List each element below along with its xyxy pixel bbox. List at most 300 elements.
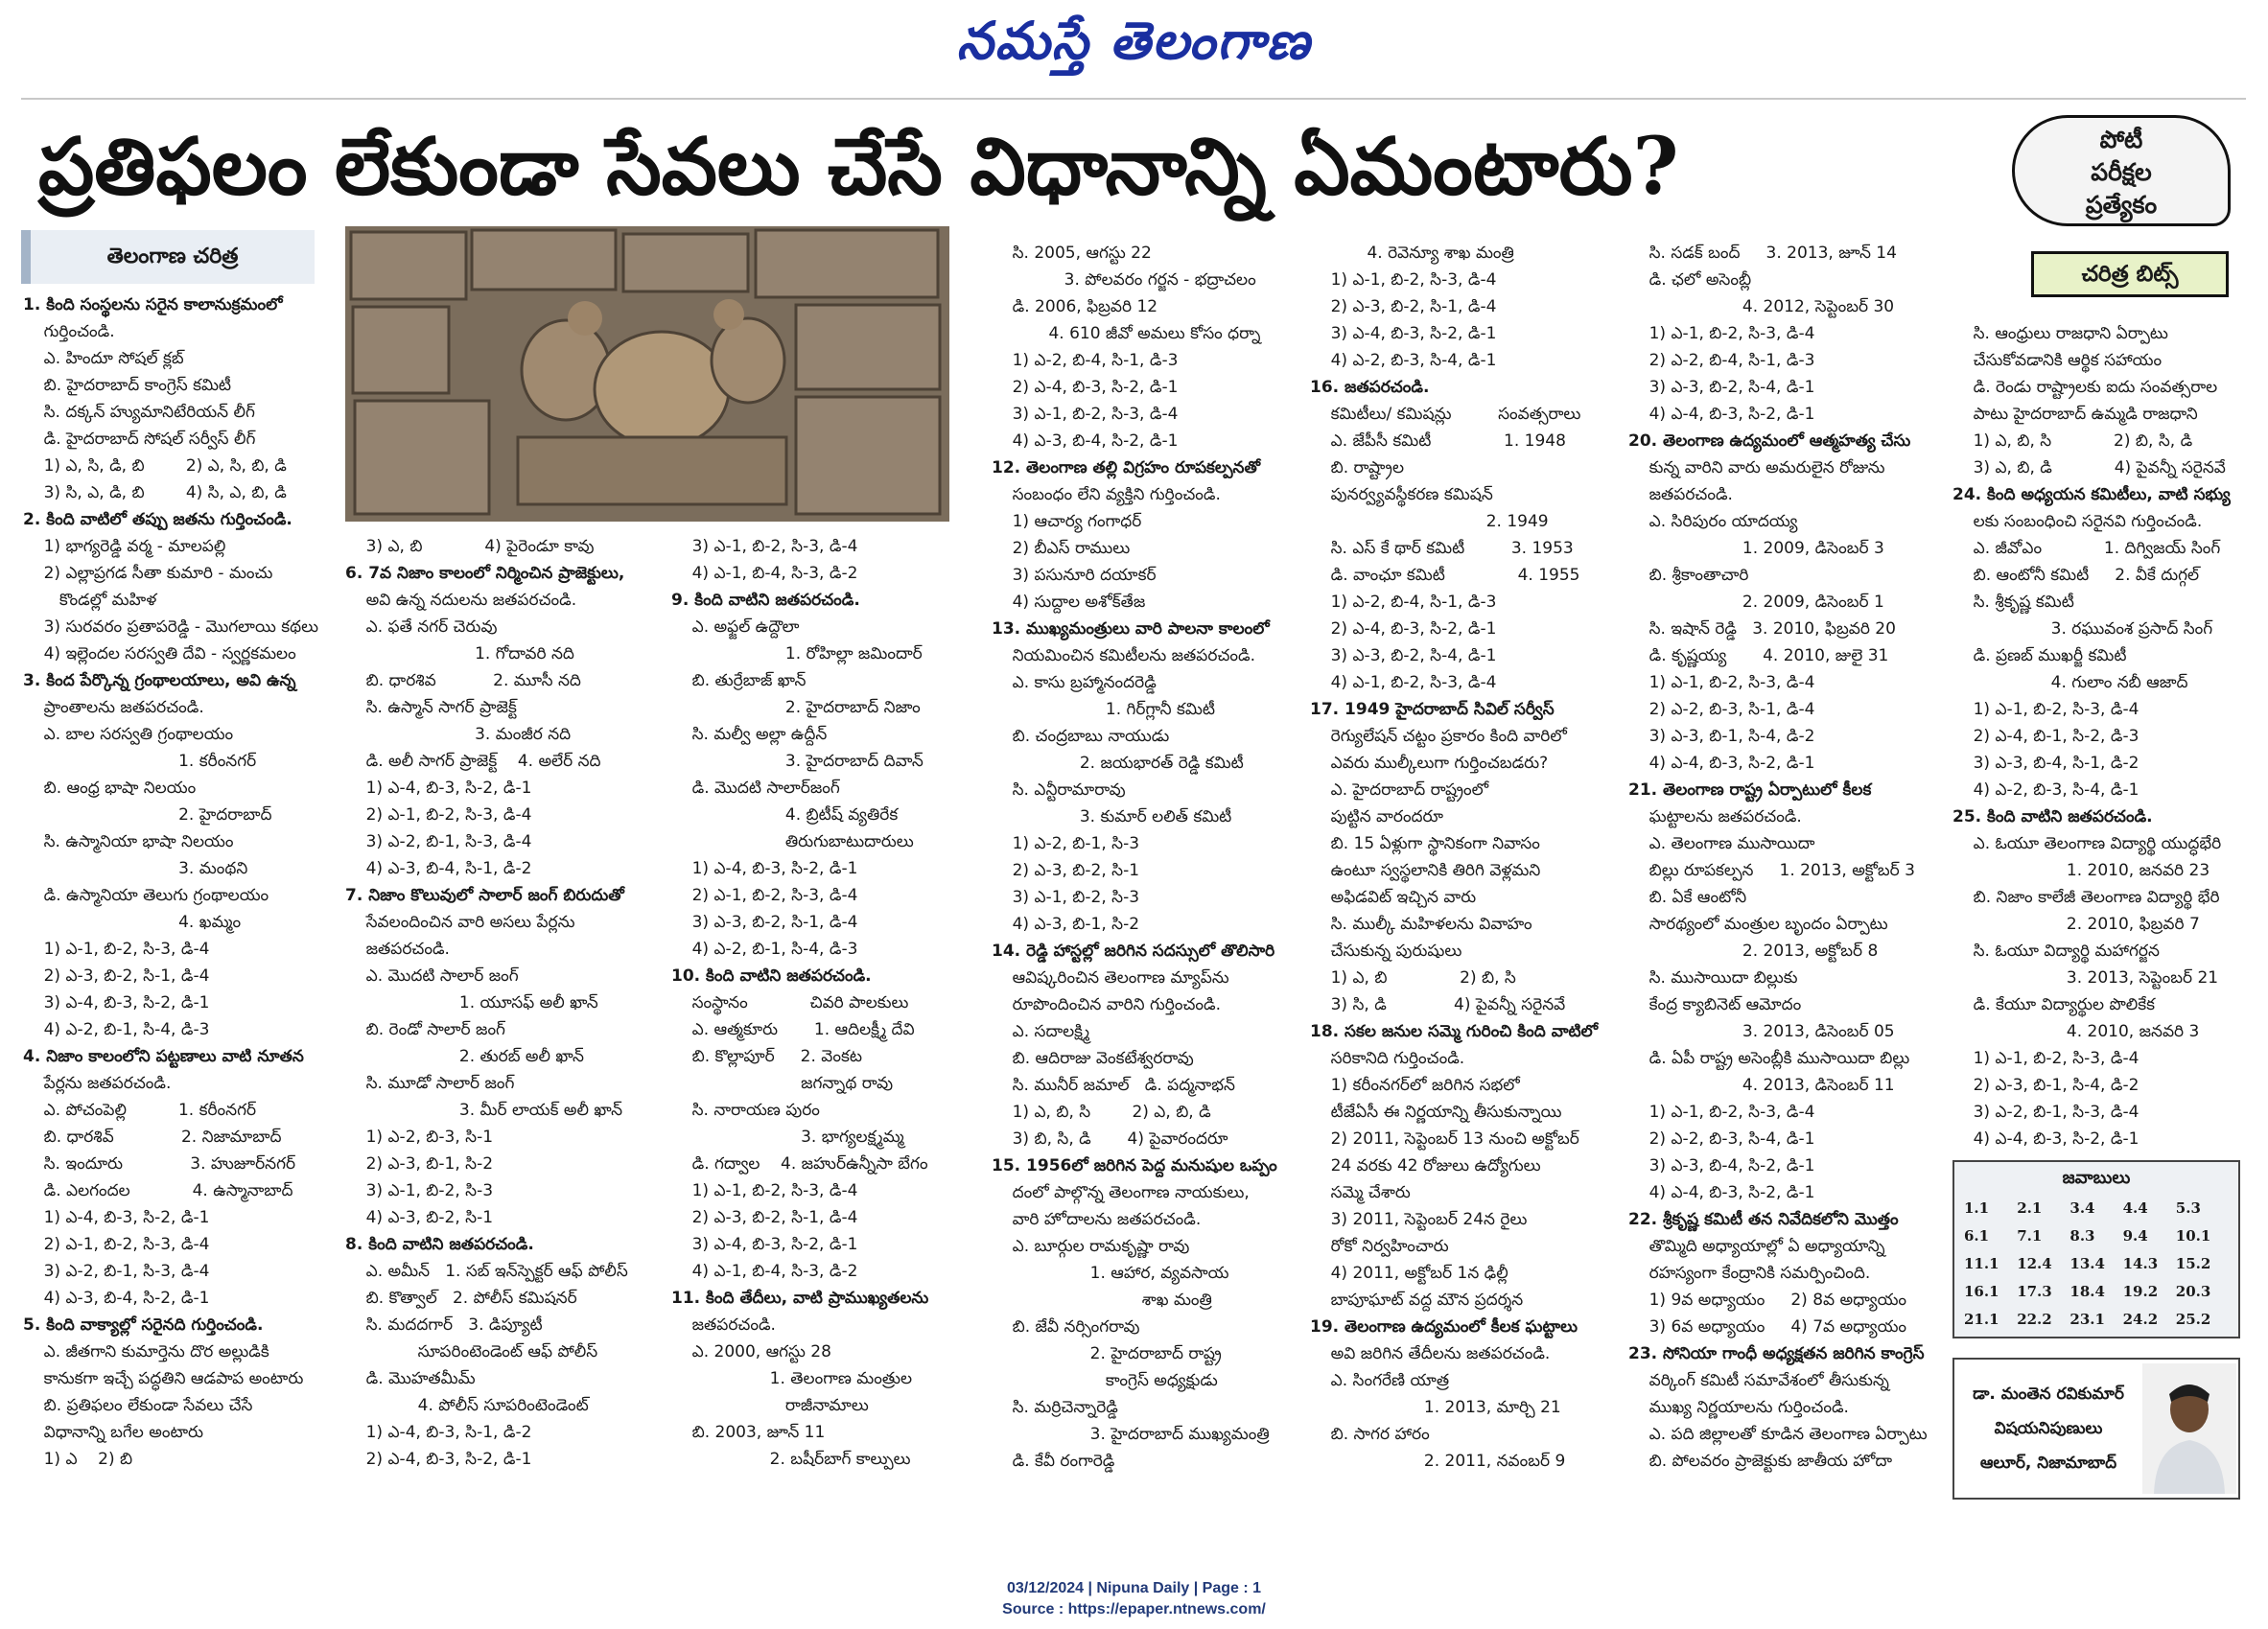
- column-text-line: 4) ఎ-2, బి-1, సి-4, డి-3: [23, 1020, 210, 1039]
- column-text-line: 1) ఎ-1, బి-2, సి-3, డి-4: [1628, 1103, 1815, 1122]
- column-text-line: డి. అలీ సాగర్ ప్రాజెక్ట్ 4. అలేర్ నది: [345, 752, 601, 771]
- answer-key-item: 7.1: [2017, 1227, 2043, 1245]
- answer-key-item: 16.1: [1964, 1283, 1999, 1300]
- column-text-line: 1. 2009, డిసెంబర్ 3: [1628, 539, 1884, 558]
- author-title: విషయనిపుణులు: [1994, 1419, 2103, 1438]
- column-text-line: 3. 2013, సెప్టెంబర్ 21: [1952, 968, 2219, 988]
- column-text-line: సంబంధం లేని వ్యక్తిని గుర్తించండి.: [992, 485, 1221, 504]
- column-text-line: 4) ఎ-4, బి-3, సి-2, డి-1: [1952, 1129, 2139, 1149]
- column-text-line: 24. కింది అధ్యయన కమిటీలు, వాటి సభ్యు: [1952, 485, 2231, 504]
- answer-key-item: 19.2: [2122, 1283, 2159, 1300]
- column-text-line: 4) ఎ-4, బి-3, సి-2, డి-1: [1628, 405, 1815, 424]
- column-text-line: ఎ. జీతగాని కుమార్తెను దొర అల్లుడికి: [23, 1342, 269, 1361]
- column-text-line: 3. కుమార్ లలిత్ కమిటీ: [992, 807, 1232, 826]
- competitive-exams-badge: [2012, 115, 2231, 226]
- column-text-line: కమిటీలు/ కమిషన్లు సంవత్సరాలు: [1310, 405, 1581, 424]
- column-text-line: తిరుగుబాటుదారులు: [671, 832, 914, 851]
- column-text-line: 4. ఖమ్మం: [23, 913, 242, 932]
- column-text-line: ఎ. సదాలక్ష్మి: [992, 1022, 1090, 1041]
- column-text-line: సి. ముల్కీ మహిళలను వివాహం: [1310, 915, 1532, 934]
- column-text-line: 3) ఎ-3, బి-4, సి-2, డి-1: [1628, 1156, 1815, 1175]
- column-text-line: 3) ఎ-4, బి-3, సి-2, డి-1: [23, 993, 210, 1012]
- column-text-line: సి. మూడో సాలార్ జంగ్: [345, 1074, 515, 1093]
- column-text-line: సి. ఓయూ విద్యార్థి మహాగర్జన: [1952, 942, 2160, 961]
- column-text-line: 1) ఎ-2, బి-1, సి-3: [992, 834, 1140, 853]
- column-text-line: 2. హైదరాబాద్: [23, 805, 272, 825]
- column-text-line: సి. ముసాయిదా బిల్లుకు: [1628, 968, 1798, 988]
- column-text-line: 3. మంజీర నది: [345, 725, 572, 744]
- column-text-line: 3) సి, ఎ, డి, బి 4) సి, ఎ, బి, డి: [23, 483, 287, 502]
- column-text-line: 2. 1949: [1310, 512, 1549, 531]
- column-text-line: 3) ఎ-3, బి-1, సి-4, డి-2: [1628, 727, 1815, 746]
- answer-key-item: 10.1: [2175, 1227, 2211, 1245]
- column-text-line: 1. తెలంగాణ మంత్రుల: [671, 1369, 913, 1388]
- column-text-line: 3) ఎ-3, బి-2, సి-4, డి-1: [1628, 378, 1815, 397]
- answer-key-item: 25.2: [2175, 1311, 2211, 1328]
- column-text-line: ఘట్టాలను జతపరచండి.: [1628, 807, 1802, 826]
- column-text-line: 1) ఎ-4, బి-3, సి-2, డి-1: [23, 1208, 210, 1227]
- column-text-line: ఎ. కాసు బ్రహ్మానందరెడ్డి: [992, 673, 1157, 692]
- column-text-line: సూపరింటెండెంట్ ఆఫ్ పోలీస్: [345, 1342, 598, 1361]
- temple-sculpture-photo: [345, 226, 949, 522]
- column-text-line: బి. ఆంటోనీ కమిటీ 2. వీకే దుగ్గల్: [1952, 566, 2200, 585]
- column-text-line: 2. బషీర్‌బాగ్ కాల్పులు: [671, 1450, 911, 1469]
- text-column-6: [1628, 240, 1945, 1475]
- column-text-line: 1) ఎ-1, బి-2, సి-3, డి-4: [1628, 324, 1815, 343]
- column-text-line: డి. మొహతమీమ్: [345, 1369, 476, 1388]
- author-box: [1952, 1358, 2240, 1500]
- answer-key-item: 2.1: [2017, 1199, 2043, 1217]
- footer-source-line: Source : https://epaper.ntnews.com/: [1002, 1601, 1266, 1617]
- column-text-line: 1. యూసఫ్ అలీ ఖాన్: [345, 993, 598, 1012]
- column-text-line: 1) ఎ, బి, సి 2) ఎ, బి, డి: [992, 1103, 1211, 1122]
- column-text-line: 3. హైదరాబాద్ దివాన్: [671, 752, 924, 771]
- column-text-line: 1) ఎ 2) బి: [23, 1450, 133, 1469]
- answer-key-item: 1.1: [1964, 1199, 1990, 1217]
- footer-date-line: 03/12/2024 | Nipuna Daily | Page : 1: [1006, 1580, 1262, 1596]
- column-text-line: 23. సోనియా గాంధీ అధ్యక్షతన జరిగిన కాంగ్రెస్: [1628, 1344, 1925, 1363]
- column-text-line: రహస్యంగా కేంద్రానికి సమర్పించింది.: [1628, 1264, 1871, 1283]
- column-text-line: పాటు హైదరాబాద్ ఉమ్మడి రాజధాని: [1952, 405, 2198, 424]
- column-text-line: 1) 9వ అధ్యాయం 2) 8వ అధ్యాయం: [1628, 1291, 1907, 1310]
- column-text-line: 1) ఎ-1, బి-2, సి-3, డి-4: [671, 1181, 858, 1200]
- column-text-line: బి. ధారశివ 2. మూసీ నది: [345, 671, 581, 690]
- column-text-line: 4) ఇల్లెందల సరస్వతి దేవి - స్వర్ణకమలం: [23, 644, 296, 663]
- column-text-line: 3. భాగ్యలక్ష్మమ్మ: [671, 1128, 904, 1147]
- column-text-line: 2) ఎ-3, బి-1, సి-2: [345, 1154, 494, 1174]
- column-text-line: రూపొందించిన వారిని గుర్తించండి.: [992, 995, 1222, 1014]
- column-text-line: కున్న వారిని వారు అమరులైన రోజును: [1628, 458, 1885, 477]
- column-text-line: సి. ఎస్ కే థార్ కమిటీ 3. 1953: [1310, 539, 1574, 558]
- column-text-line: 1. రోహిల్లా జమిందార్: [671, 644, 923, 663]
- column-text-line: బి. కొత్వాల్ 2. పోలీస్ కమిషనర్: [345, 1289, 577, 1308]
- column-text-line: సి. సడక్ బంద్ 3. 2013, జూన్ 14: [1628, 244, 1897, 263]
- column-text-line: బి. పోలవరం ప్రాజెక్టుకు జాతీయ హోదా: [1628, 1452, 1893, 1471]
- column-text-line: దంలో పాల్గొన్న తెలంగాణ నాయకులు,: [992, 1183, 1250, 1202]
- column-text-line: సి. ఆంధ్రులు రాజధాని ఏర్పాటు: [1952, 324, 2168, 343]
- column-text-line: 3. రఘువంశ ప్రసాద్ సింగ్: [1952, 619, 2213, 639]
- column-text-line: పేర్లను జతపరచండి.: [23, 1074, 172, 1093]
- column-text-line: 2. 2009, డిసెంబర్ 1: [1628, 593, 1884, 612]
- column-text-line: బి. 2003, జూన్ 11: [671, 1423, 826, 1442]
- column-text-line: 1) ఎ-4, బి-3, సి-2, డి-1: [345, 779, 532, 798]
- column-text-line: బి. సాగర హారం: [1310, 1425, 1430, 1444]
- column-text-line: 3) ఎ-1, బి-2, సి-3, డి-4: [992, 405, 1179, 424]
- column-text-line: సి. ఇందూరు 3. హుజూర్‌నగర్: [23, 1154, 296, 1174]
- column-text-line: కానుకగా ఇచ్చే పద్ధతిని ఆడపాప అంటారు: [23, 1369, 304, 1388]
- column-text-line: కేంద్ర క్యాబినెట్ ఆమోదం: [1628, 995, 1802, 1014]
- column-text-line: 4) ఎ-2, బి-3, సి-4, డి-1: [1310, 351, 1497, 370]
- column-text-line: 4) ఎ-1, బి-4, సి-3, డి-2: [671, 564, 858, 583]
- column-text-line: 3) ఎ-3, బి-2, సి-1, డి-4: [671, 913, 858, 932]
- column-text-line: 3) ఎ-1, బి-2, సి-3: [345, 1181, 494, 1200]
- column-text-line: 3) ఎ-4, బి-3, సి-2, డి-1: [1310, 324, 1497, 343]
- column-text-line: 2) ఎ-1, బి-2, సి-3, డి-4: [671, 886, 858, 905]
- column-text-line: సరికానిది గుర్తించండి.: [1310, 1049, 1465, 1068]
- column-text-line: 4) ఎ-2, బి-3, సి-4, డి-1: [1952, 780, 2139, 800]
- column-text-line: సి. ఉస్మానియా భాషా నిలయం: [23, 832, 234, 851]
- column-text-line: 4) ఎ-3, బి-2, సి-1: [345, 1208, 494, 1227]
- column-text-line: 3) ఎ-2, బి-1, సి-3, డి-4: [345, 832, 532, 851]
- column-text-line: 2. తురబ్ అలీ ఖాన్: [345, 1047, 584, 1066]
- column-text-line: సి. దక్కన్ హ్యుమానిటేరియన్ లీగ్: [23, 403, 255, 422]
- column-text-line: ఉంటూ స్వస్థలానికి తిరిగి వెళ్లమని: [1310, 861, 1541, 880]
- column-text-line: బి. శ్రీకాంతాచారి: [1628, 566, 1749, 585]
- author-name: డా. మంతెన రవికుమార్: [1973, 1385, 2124, 1404]
- column-text-line: 14. రెడ్డి హాస్టల్లో జరిగిన సదస్సులో తొలిసారి: [992, 942, 1275, 961]
- column-text-line: 2) ఎ-3, బి-2, సి-1, డి-4: [1310, 297, 1497, 316]
- column-text-line: బి. చంద్రబాబు నాయుడు: [992, 727, 1170, 746]
- column-text-line: 4. 610 జీవో అమలు కోసం ధర్నా: [992, 324, 1261, 343]
- column-text-line: 15. 1956లో జరిగిన పెద్ద మనుషుల ఒప్పం: [992, 1156, 1277, 1175]
- column-text-line: సమ్మె చేశారు: [1310, 1183, 1411, 1202]
- masthead-divider: [21, 98, 2246, 100]
- column-text-line: 25. కింది వాటిని జతపరచండి.: [1952, 807, 2153, 826]
- column-text-line: 8. కింది వాటిని జతపరచండి.: [345, 1235, 534, 1254]
- column-text-line: సి. మర్రిచెన్నారెడ్డి: [992, 1398, 1118, 1417]
- column-text-line: ఆవిష్కరించిన తెలంగాణ మ్యాప్‌ను: [992, 968, 1229, 988]
- column-text-line: 4. గులాం నబీ ఆజాద్: [1952, 673, 2188, 692]
- column-text-line: 4) ఎ-4, బి-3, సి-2, డి-1: [1628, 754, 1815, 773]
- column-text-line: 1. గోదావరి నది: [345, 644, 574, 663]
- column-text-line: ఎ. మొదటి సాలార్ జంగ్: [345, 966, 519, 986]
- column-text-line: సి. ఉస్మాన్ సాగర్ ప్రాజెక్ట్: [345, 698, 517, 717]
- column-text-line: 3) సి, డి 4) పైవన్నీ సరైనవే: [1310, 995, 1566, 1014]
- column-text-line: 3. మీర్ లాయక్ అలీ ఖాన్: [345, 1101, 623, 1120]
- text-column-2: [345, 533, 662, 1473]
- column-text-line: 2) ఎ-4, బి-3, సి-2, డి-1: [1310, 619, 1497, 639]
- answer-key-item: 20.3: [2175, 1283, 2211, 1300]
- column-text-line: డి. 2006, ఫిబ్రవరి 12: [992, 297, 1158, 316]
- column-text-line: 3) ఎ-2, బి-1, సి-3, డి-4: [1952, 1103, 2139, 1122]
- column-text-line: 4. 2010, జనవరి 3: [1952, 1022, 2200, 1041]
- column-text-line: 1) ఎ, సి, డి, బి 2) ఎ, సి, బి, డి: [23, 456, 287, 476]
- column-text-line: 3) సురవరం ప్రతాపరెడ్డి - మొగలాయి కథలు: [23, 617, 319, 637]
- column-text-line: సారథ్యంలో మంత్రుల బృందం ఏర్పాటు: [1628, 915, 1888, 934]
- badge-line: పోటీ: [2099, 126, 2143, 153]
- text-column-7: [1952, 320, 2250, 1152]
- column-text-line: అవి ఉన్న నదులను జతపరచండి.: [345, 591, 577, 610]
- column-text-line: బి. ఏకే ఆంటోనీ: [1628, 888, 1747, 907]
- column-text-line: ఎ. హిందూ సోషల్ క్లబ్: [23, 349, 184, 368]
- column-text-line: 4) ఎ-3, బి-4, సి-2, డి-1: [23, 1289, 210, 1308]
- column-text-line: జతపరచండి.: [1628, 485, 1733, 504]
- column-text-line: బి. ఆంధ్ర భాషా నిలయం: [23, 779, 197, 798]
- column-text-line: 2) ఎ-3, బి-2, సి-1: [992, 861, 1140, 880]
- column-text-line: డి. ఎలగందల 4. ఉస్మానాబాద్: [23, 1181, 293, 1200]
- author-photo: [2142, 1363, 2236, 1494]
- column-text-line: జతపరచండి.: [345, 940, 450, 959]
- column-text-line: సి. 2005, ఆగస్టు 22: [992, 244, 1152, 263]
- column-text-line: బి. హైదరాబాద్ కాంగ్రెస్ కమిటీ: [23, 376, 232, 395]
- column-text-line: చేసుకున్న పురుషులు: [1310, 942, 1462, 961]
- column-text-line: 6. 7వ నిజాం కాలంలో నిర్మించిన ప్రాజెక్టులు,: [345, 564, 625, 583]
- column-text-line: శాఖ మంత్రి: [992, 1291, 1212, 1310]
- column-text-line: డి. వాంఛూ కమిటీ 4. 1955: [1310, 566, 1580, 585]
- column-text-line: 21. తెలంగాణ రాష్ట్ర ఏర్పాటులో కీలక: [1628, 780, 1872, 800]
- column-text-line: ఎ. 2000, ఆగస్టు 28: [671, 1342, 831, 1361]
- column-text-line: 2) ఎ-1, బి-2, సి-3, డి-4: [345, 805, 532, 825]
- answer-key-item: 15.2: [2175, 1255, 2211, 1272]
- column-text-line: 3. 2013, డిసెంబర్ 05: [1628, 1022, 1895, 1041]
- column-text-line: 4. 2012, సెప్టెంబర్ 30: [1628, 297, 1895, 316]
- column-text-line: 13. ముఖ్యమంత్రులు వారి పాలనా కాలంలో: [992, 619, 1270, 639]
- answer-key-item: 21.1: [1964, 1311, 1999, 1328]
- column-text-line: బి. నిజాం కాలేజీ తెలంగాణ విద్యార్థి భేరి: [1952, 888, 2220, 907]
- column-text-line: 2. 2011, నవంబర్ 9: [1310, 1452, 1566, 1471]
- column-text-line: ప్రాంతాలను జతపరచండి.: [23, 698, 204, 717]
- text-column-4: [992, 240, 1308, 1475]
- column-text-line: సి. శ్రీకృష్ణ కమిటీ: [1952, 593, 2074, 612]
- answer-key-item: 6.1: [1964, 1227, 1990, 1245]
- column-text-line: జగన్నాథ రావు: [671, 1074, 894, 1093]
- column-text-line: 2) ఎ-4, బి-3, సి-2, డి-1: [345, 1450, 532, 1469]
- column-text-line: ఎ. జీవోఎం 1. దిగ్విజయ్ సింగ్: [1952, 539, 2221, 558]
- column-text-line: 7. నిజాం కొలువులో సాలార్ జంగ్ బిరుదుతో: [345, 886, 624, 905]
- answer-key-item: 24.2: [2122, 1311, 2159, 1328]
- column-text-line: 3) ఎ-3, బి-4, సి-1, డి-2: [1952, 754, 2139, 773]
- column-text-line: డి. కేయూ విద్యార్థుల పొలికేక: [1952, 995, 2155, 1014]
- answer-key-grid: [1954, 1195, 2238, 1334]
- author-details: [1962, 1377, 2135, 1480]
- column-text-line: 1. కరీంనగర్: [23, 752, 257, 771]
- column-text-line: డి. ప్రణబ్ ముఖర్జీ కమిటీ: [1952, 646, 2127, 665]
- column-text-line: నియమించిన కమిటీలను జతపరచండి.: [992, 646, 1255, 665]
- column-text-line: 4) సుద్దాల అశోక్‌తేజ: [992, 593, 1146, 612]
- column-text-line: ఎ. బాల సరస్వతి గ్రంథాలయం: [23, 725, 234, 744]
- column-text-line: రోకో నిర్వహించారు: [1310, 1237, 1449, 1256]
- answer-key-item: 4.4: [2122, 1199, 2148, 1217]
- column-text-line: పునర్వ్యవస్థీకరణ కమిషన్: [1310, 485, 1493, 504]
- text-column-1: [23, 291, 326, 1473]
- column-text-line: డి. ఉస్మానియా తెలుగు గ్రంథాలయం: [23, 886, 269, 905]
- column-text-line: బి. ఆదిరాజు వెంకటేశ్వరరావు: [992, 1049, 1194, 1068]
- answer-key-item: 3.4: [2069, 1199, 2095, 1217]
- answer-key-item: 5.3: [2175, 1199, 2201, 1217]
- column-text-line: 12. తెలంగాణ తల్లి విగ్రహం రూపకల్పనతో: [992, 458, 1261, 477]
- column-text-line: డి. కృష్ణయ్య 4. 2010, జులై 31: [1628, 646, 1889, 665]
- column-text-line: 22. శ్రీకృష్ణ కమిటీ తన నివేదికలోని మొత్తం: [1628, 1210, 1899, 1229]
- column-text-line: ఎ. జేపీసీ కమిటీ 1. 1948: [1310, 431, 1566, 451]
- column-text-line: 10. కింది వాటిని జతపరచండి.: [671, 966, 872, 986]
- column-text-line: 4) ఎ-4, బి-3, సి-2, డి-1: [1628, 1183, 1815, 1202]
- column-text-line: 11. కింది తేదీలు, వాటి ప్రాముఖ్యతలను: [671, 1289, 929, 1308]
- column-text-line: డి. ఛలో అసెంబ్లీ: [1628, 270, 1752, 290]
- column-text-line: 2) 2011, సెప్టెంబర్ 13 నుంచి అక్టోబర్: [1310, 1129, 1579, 1149]
- column-text-line: 17. 1949 హైదరాబాద్ సివిల్ సర్వీస్: [1310, 700, 1555, 719]
- column-text-line: ఎ. అఫ్జల్ ఉద్దౌలా: [671, 617, 800, 637]
- column-text-line: 2) ఎ-3, బి-2, సి-1, డి-4: [671, 1208, 858, 1227]
- column-text-line: 2. 2010, ఫిబ్రవరి 7: [1952, 915, 2200, 934]
- column-text-line: లకు సంబంధించి సరైనవి గుర్తించండి.: [1952, 512, 2203, 531]
- column-text-line: 3) ఎ-2, బి-1, సి-3, డి-4: [23, 1262, 210, 1281]
- column-text-line: గుర్తించండి.: [23, 322, 115, 341]
- column-text-line: 1. 2013, మార్చి 21: [1310, 1398, 1561, 1417]
- column-text-line: 1) భాగ్యరెడ్డి వర్మ - మాలపల్లి: [23, 537, 226, 556]
- column-text-line: టీజేఏసీ ఈ నిర్ణయాన్ని తీసుకున్నాయి: [1310, 1103, 1562, 1122]
- column-text-line: పుట్టిన వారందరూ: [1310, 807, 1443, 826]
- column-text-line: 19. తెలంగాణ ఉద్యమంలో కీలక ఘట్టాలు: [1310, 1317, 1578, 1337]
- column-text-line: సి. మదదగార్ 3. డిప్యూటీ: [345, 1315, 543, 1335]
- column-text-line: 18. సకల జనుల సమ్మె గురించి కింది వాటిలో: [1310, 1022, 1599, 1041]
- column-text-line: 1) ఎ-1, బి-2, సి-3, డి-4: [1952, 700, 2139, 719]
- column-text-line: బి. 15 ఏళ్లుగా స్థానికంగా నివాసం: [1310, 834, 1540, 853]
- column-text-line: 3. మంథని: [23, 859, 248, 878]
- column-text-line: 1) ఎ-4, బి-3, సి-2, డి-1: [671, 859, 858, 878]
- page-headline: ప్రతిఫలం లేకుండా సేవలు చేసే విధానాన్ని ఏమంటారు?: [38, 121, 1679, 213]
- column-text-line: 1. గిర్‌గ్లానీ కమిటీ: [992, 700, 1215, 719]
- answer-key-item: 22.2: [2017, 1311, 2052, 1328]
- column-text-line: బి. జేవీ నర్సింగరావు: [992, 1317, 1140, 1337]
- text-column-5: [1310, 240, 1626, 1475]
- column-text-line: ఎ. ఆత్మకూరు 1. ఆదిలక్ష్మీ దేవి: [671, 1020, 915, 1039]
- column-text-line: 4) ఎ-3, బి-4, సి-1, డి-2: [345, 859, 532, 878]
- column-text-line: 2) ఎ-2, బి-3, సి-1, డి-4: [1628, 700, 1815, 719]
- column-text-line: ఎ. పది జిల్లాలతో కూడిన తెలంగాణ ఏర్పాటు: [1628, 1425, 1928, 1444]
- column-text-line: ఎ. బూర్గుల రామకృష్ణా రావు: [992, 1237, 1190, 1256]
- column-text-line: 2. హైదరాబాద్ రాష్ట్ర: [992, 1344, 1222, 1363]
- column-text-line: డి. మొదటి సాలార్‌జంగ్: [671, 779, 840, 798]
- column-text-line: వారి హోదాలను జతపరచండి.: [992, 1210, 1202, 1229]
- column-text-line: 1) ఎ-4, బి-3, సి-1, డి-2: [345, 1423, 532, 1442]
- column-text-line: 24 వరకు 42 రోజులు ఉద్యోగులు: [1310, 1156, 1541, 1175]
- column-text-line: 3) ఎ-1, బి-2, సి-3: [992, 888, 1140, 907]
- column-text-line: 2. జయభారత్ రెడ్డి కమిటీ: [992, 754, 1244, 773]
- column-text-line: 4) ఎ-3, బి-1, సి-2: [992, 915, 1140, 934]
- column-text-line: 1. ఆహార, వ్యవసాయ: [992, 1264, 1229, 1283]
- column-text-line: అఫిడవిట్ ఇచ్చిన వారు: [1310, 888, 1477, 907]
- column-text-line: ఎవరు ముల్కీలుగా గుర్తించబడరు?: [1310, 754, 1549, 773]
- column-text-line: 1) ఎ-1, బి-2, సి-3, డి-4: [1952, 1049, 2139, 1068]
- column-text-line: 3) ఎ-3, బి-2, సి-4, డి-1: [1310, 646, 1497, 665]
- column-text-line: 4) ఎ-3, బి-4, సి-2, డి-1: [992, 431, 1179, 451]
- column-text-line: ఎ. సిరిపురం యాదయ్య: [1628, 512, 1798, 531]
- column-text-line: ఎ. ఫతే నగర్ చెరువు: [345, 617, 498, 637]
- column-text-line: 1) ఎ, బి, సి 2) బి, సి, డి: [1952, 431, 2193, 451]
- column-text-line: 1) ఎ-1, బి-2, సి-3, డి-4: [1628, 673, 1815, 692]
- column-text-line: రెగ్యులేషన్ చట్టం ప్రకారం కింది వారిలో: [1310, 727, 1567, 746]
- masthead-logo: నమస్తే తెలంగాణ: [956, 10, 1312, 71]
- column-text-line: సి. నారాయణ పురం: [671, 1101, 820, 1120]
- history-bits-tag: చరిత్ర బిట్స్: [2031, 251, 2229, 297]
- answer-key-item: 14.3: [2122, 1255, 2159, 1272]
- column-text-line: చేసుకోవడానికి ఆర్థిక సహాయం: [1952, 351, 2163, 370]
- column-text-line: ఎ. తెలంగాణ ముసాయిదా: [1628, 834, 1815, 853]
- page-footer: [0, 1578, 2268, 1620]
- column-text-line: వర్కింగ్ కమిటీ సమావేశంలో తీసుకున్న: [1628, 1371, 1889, 1390]
- answer-key-item: 9.4: [2122, 1227, 2148, 1245]
- author-portrait-icon: [2142, 1363, 2236, 1494]
- column-text-line: బి. ధారశివ్ 2. నిజామాబాద్: [23, 1128, 282, 1147]
- column-text-line: 2) ఎ-4, బి-1, సి-2, డి-3: [1952, 727, 2139, 746]
- column-text-line: డి. ఏపీ రాష్ట్ర అసెంబ్లీకి ముసాయిదా బిల్లు: [1628, 1049, 1910, 1068]
- column-text-line: సేవలందించిన వారి అసలు పేర్లను: [345, 913, 575, 932]
- column-text-line: 2. హైదరాబాద్ నిజాం: [671, 698, 921, 717]
- answer-key-item: 17.3: [2017, 1283, 2052, 1300]
- column-text-line: 3) ఎ, బి, డి 4) పైవన్నీ సరైనవే: [1952, 458, 2226, 477]
- column-text-line: బి. ప్రతిఫలం లేకుండా సేవలు చేసే: [23, 1396, 253, 1415]
- column-text-line: బి. తుర్రేబాజ్ ఖాన్: [671, 671, 807, 690]
- column-text-line: ఎ. అమీన్ 1. సబ్ ఇన్‌స్పెక్టర్ ఆఫ్ పోలీస్: [345, 1262, 628, 1281]
- column-text-line: సి. ఇషాన్ రెడ్డి 3. 2010, ఫిబ్రవరి 20: [1628, 619, 1896, 639]
- column-text-line: ఎ. ఓయూ తెలంగాణ విద్యార్థి యుద్ధభేరి: [1952, 834, 2222, 853]
- column-text-line: రాజీనామాలు: [671, 1396, 869, 1415]
- column-text-line: 3. కింద పేర్కొన్న గ్రంథాలయాలు, అవి ఉన్న: [23, 671, 296, 690]
- author-location: ఆలూర్, నిజామాబాద్: [1979, 1454, 2117, 1473]
- column-text-line: 3) 2011, సెప్టెంబర్ 24న రైలు: [1310, 1210, 1528, 1229]
- column-text-line: 3. హైదరాబాద్ ముఖ్యమంత్రి: [992, 1425, 1270, 1444]
- column-text-line: బి. రాష్ట్రాల: [1310, 458, 1404, 477]
- column-text-line: 1. కింది సంస్థలను సరైన కాలానుక్రమంలో: [23, 295, 283, 314]
- column-text-line: 1) కరీంనగర్‌లో జరిగిన సభలో: [1310, 1076, 1520, 1095]
- column-text-line: ఎ. పోచంపెల్లి 1. కరీంనగర్: [23, 1101, 257, 1120]
- column-text-line: విధానాన్ని బగేల అంటారు: [23, 1423, 204, 1442]
- column-text-line: 3. పోలవరం గర్జన - భద్రాచలం: [992, 270, 1256, 290]
- column-text-line: అవి జరిగిన తేదీలను జతపరచండి.: [1310, 1344, 1551, 1363]
- badge-line: పరీక్షల: [2091, 158, 2152, 186]
- column-text-line: 1) ఆచార్య గంగాధర్: [992, 512, 1142, 531]
- column-text-line: 4) ఎ-1, బి-2, సి-3, డి-4: [1310, 673, 1497, 692]
- column-text-line: 1) ఎ-2, బి-3, సి-1: [345, 1128, 494, 1147]
- column-text-line: 3) ఎ-4, బి-3, సి-2, డి-1: [671, 1235, 858, 1254]
- column-text-line: 4. 2013, డిసెంబర్ 11: [1628, 1076, 1895, 1095]
- column-text-line: సి. మల్వీ అల్లా ఉద్దీన్: [671, 725, 828, 744]
- column-text-line: 4) ఎ-2, బి-1, సి-4, డి-3: [671, 940, 858, 959]
- column-text-line: 1. 2010, జనవరి 23: [1952, 861, 2210, 880]
- column-text-line: 20. తెలంగాణ ఉద్యమంలో ఆత్మహత్య చేసు: [1628, 431, 1911, 451]
- column-text-line: డి. రెండు రాష్ట్రాలకు ఐదు సంవత్సరాల: [1952, 378, 2218, 397]
- column-text-line: 4. బ్రిటీష్ వ్యతిరేక: [671, 805, 899, 825]
- column-text-line: బి. కొల్లాపూర్ 2. వెంకట: [671, 1047, 863, 1066]
- column-text-line: 2) ఎ-3, బి-1, సి-4, డి-2: [1952, 1076, 2139, 1095]
- column-text-line: 2) ఎ-1, బి-2, సి-3, డి-4: [23, 1235, 210, 1254]
- column-text-line: 4) ఎ-1, బి-4, సి-3, డి-2: [671, 1262, 858, 1281]
- column-text-line: సి. ఎన్టీరామారావు: [992, 780, 1126, 800]
- column-text-line: 3) బి, సి, డి 4) పైవారందరూ: [992, 1129, 1228, 1149]
- column-text-line: 3) పసునూరి దయాకర్: [992, 566, 1157, 585]
- column-text-line: డి. కేవీ రంగారెడ్డి: [992, 1452, 1115, 1471]
- column-text-line: 2) ఎ-2, బి-4, సి-1, డి-3: [1628, 351, 1815, 370]
- column-text-line: 16. జతపరచండి.: [1310, 378, 1430, 397]
- column-text-line: కొండల్లో మహిళ: [23, 591, 157, 610]
- column-text-line: బాపూఘాట్ వద్ద మౌన ప్రదర్శన: [1310, 1291, 1524, 1310]
- column-text-line: 2) ఎ-4, బి-3, సి-2, డి-1: [992, 378, 1179, 397]
- column-text-line: 2) బీఎస్ రాములు: [992, 539, 1131, 558]
- column-text-line: ముఖ్య నిర్ణయాలను గుర్తించండి.: [1628, 1398, 1849, 1417]
- column-text-line: 1) ఎ, బి 2) బి, సి: [1310, 968, 1516, 988]
- column-text-line: కాంగ్రెస్ అధ్యక్షుడు: [992, 1371, 1218, 1390]
- sculpture-image: [345, 226, 949, 522]
